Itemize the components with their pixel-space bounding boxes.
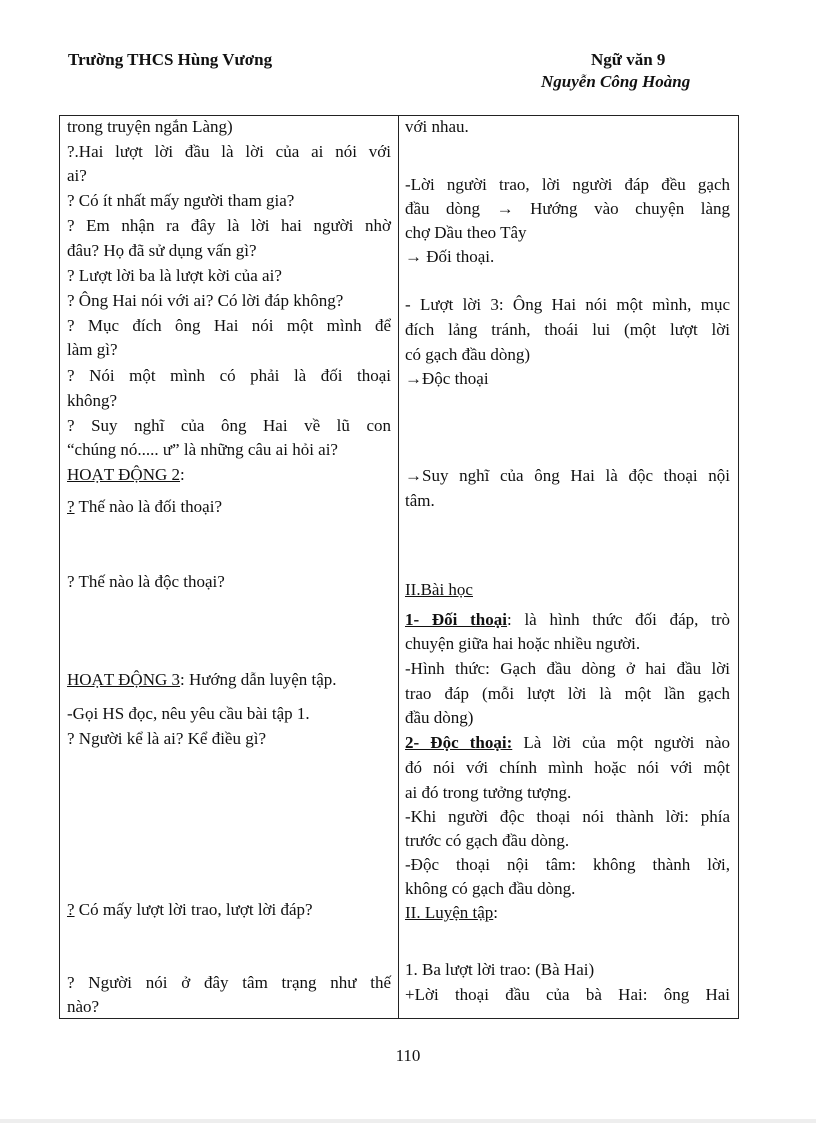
right-line: -Độc thoại nội tâm: không thành lời, <box>405 855 730 874</box>
activity-2-heading <box>67 464 391 486</box>
right-line: chợ Dầu theo Tây <box>405 223 527 242</box>
right-line: 1. Ba lượt lời trao: (Bà Hai) <box>405 960 595 979</box>
left-line: đâu? Họ đã sử dụng vấn gì? <box>67 241 257 260</box>
monologue-text: Là lời của một người nào <box>512 733 731 752</box>
question-text: Có mấy lượt lời trao, lượt lời đáp? <box>74 900 313 919</box>
right-line: chuyện giữa hai hoặc nhiều người. <box>405 634 641 653</box>
left-line: ? Có ít nhất mấy người tham gia? <box>67 191 295 210</box>
practice-heading <box>405 902 730 924</box>
activity-3-label: HOẠT ĐỘNG 3 <box>67 670 181 689</box>
monologue-label: 2- Độc thoại: <box>405 733 513 752</box>
page-bottom-edge <box>0 1119 816 1123</box>
question-dialogue <box>67 496 391 518</box>
practice-colon: : <box>493 903 499 922</box>
question-mark: ? <box>67 497 75 516</box>
left-line: trong truyện ngắn Làng) <box>67 117 233 136</box>
left-line: không? <box>67 391 118 410</box>
question-monologue: ? Thế nào là độc thoại? <box>67 572 225 591</box>
right-line: tâm. <box>405 491 435 510</box>
right-line: - Lượt lời 3: Ông Hai nói một mình, mục <box>405 295 730 314</box>
left-line: “chúng nó..... ư” là những câu ai hỏi ai? <box>67 440 338 459</box>
right-line: đó nói với chính mình hoặc nói với một <box>405 758 730 777</box>
right-line: với nhau. <box>405 117 469 136</box>
left-line: -Gọi HS đọc, nêu yêu cầu bài tập 1. <box>67 704 310 723</box>
left-line: ?.Hai lượt lời đầu là lời của ai nói với <box>67 142 391 161</box>
right-line: trước có gạch đầu dòng. <box>405 831 570 850</box>
right-line: → Đối thoại. <box>405 247 495 266</box>
right-line: →Độc thoại <box>405 369 489 388</box>
left-line: ? Em nhận ra đây là lời hai người nhờ <box>67 216 391 235</box>
right-line: không có gạch đầu dòng. <box>405 879 576 898</box>
left-line: ? Người kể là ai? Kể điều gì? <box>67 729 266 748</box>
dialogue-text: : là hình thức đối đáp, trò <box>506 610 731 629</box>
right-line: đích lảng tránh, thoái lui (một lượt lời <box>405 320 730 339</box>
question-text: Thế nào là đối thoại? <box>74 497 222 516</box>
left-line: ? Mục đích ông Hai nói một mình để <box>67 316 391 335</box>
right-line: đầu dòng → Hướng vào chuyện làng <box>405 199 730 218</box>
activity-2-label: HOẠT ĐỘNG 2 <box>67 465 181 484</box>
left-line: nào? <box>67 997 100 1016</box>
question-turns <box>67 899 391 921</box>
subject-name: Ngữ văn 9 <box>591 50 666 69</box>
dialogue-label: 1- Đối thoại <box>405 610 507 629</box>
left-line: ai? <box>67 166 87 185</box>
right-line: trao đáp (mỗi lượt lời là một lần gạch <box>405 684 730 703</box>
teacher-name: Nguyễn Công Hoàng <box>541 72 691 91</box>
question-mark: ? <box>67 900 75 919</box>
dialogue-definition <box>405 609 730 631</box>
right-line: có gạch đầu dòng) <box>405 345 531 364</box>
activity-3-heading <box>67 669 391 691</box>
section-lesson-heading: II.Bài học <box>405 580 473 599</box>
left-line: ? Nói một mình có phải là đối thoại <box>67 366 391 385</box>
right-line: +Lời thoại đầu của bà Hai: ông Hai <box>405 985 730 1004</box>
right-line: -Lời người trao, lời người đáp đều gạch <box>405 175 730 194</box>
left-line: ? Người nói ở đây tâm trạng như thế <box>67 973 391 992</box>
left-line: làm gì? <box>67 340 118 359</box>
right-line: -Hình thức: Gạch đầu dòng ở hai đầu lời <box>405 659 730 678</box>
left-line: ? Lượt lời ba là lượt kời của ai? <box>67 266 282 285</box>
right-line: đầu dòng) <box>405 708 474 727</box>
practice-label: II. Luyện tập <box>405 903 494 922</box>
monologue-definition <box>405 732 730 754</box>
activity-3-text: : Hướng dẫn luyện tập. <box>180 670 337 689</box>
left-line: ? Suy nghĩ của ông Hai về lũ con <box>67 416 391 435</box>
right-line: ai đó trong tưởng tượng. <box>405 783 572 802</box>
right-line: →Suy nghĩ của ông Hai là độc thoại nội <box>405 466 730 485</box>
left-line: ? Ông Hai nói với ai? Có lời đáp không? <box>67 291 344 310</box>
right-line: -Khi người độc thoại nói thành lời: phía <box>405 807 730 826</box>
column-divider <box>398 115 399 1019</box>
page-number: 110 <box>395 1046 421 1065</box>
activity-2-colon: : <box>180 465 185 484</box>
school-name: Trường THCS Hùng Vương <box>68 50 273 69</box>
